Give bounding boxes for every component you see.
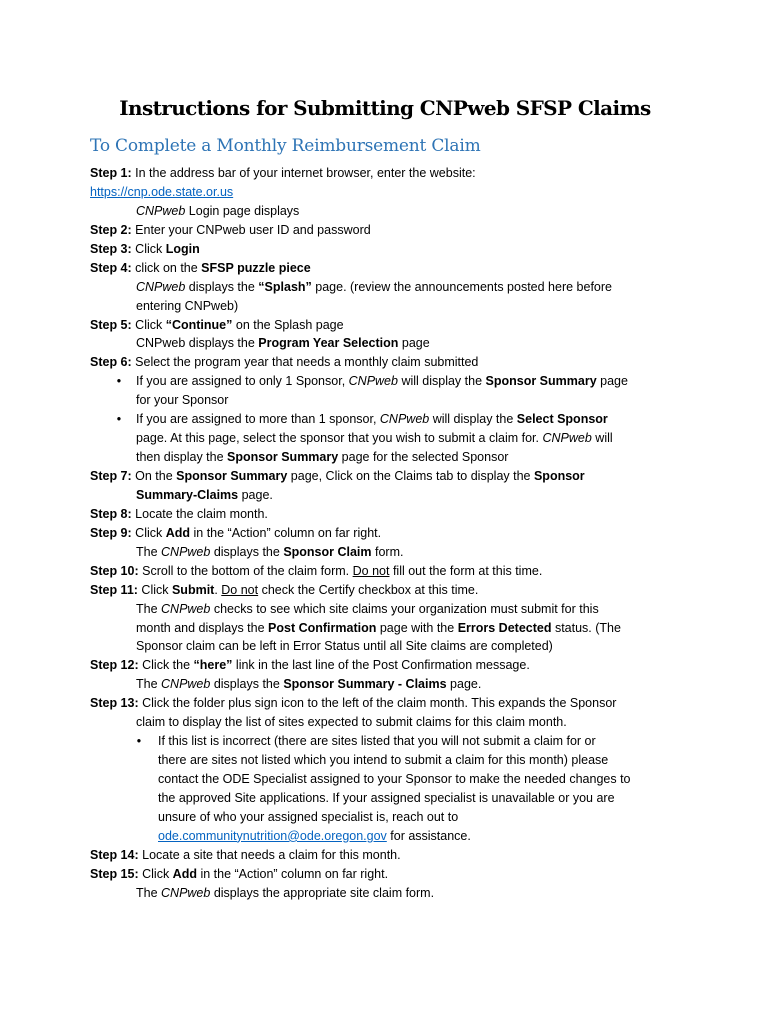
bullet-text: for your Sponsor: [136, 393, 229, 408]
bullet-icon: •: [136, 734, 142, 749]
app-name: CNPweb: [348, 374, 398, 389]
step-12-result: [90, 675, 690, 694]
step-3: [90, 240, 690, 259]
step-14: [90, 846, 690, 865]
step-6-bullet-2-cont: [90, 429, 690, 448]
step-label: Step 6:: [90, 355, 132, 370]
step-11-result-cont: [90, 619, 690, 638]
result-text: Login page displays: [185, 203, 300, 218]
email-link[interactable]: ode.communitynutrition@ode.oregon.gov: [158, 828, 387, 843]
post-confirmation-term: Post Confirmation: [268, 620, 377, 635]
step-11-result: [90, 600, 690, 619]
result-text: Sponsor claim can be left in Error Status until all Site claims are completed): [136, 639, 553, 654]
bullet-text: there are sites not listed which you intend to submit a claim for this month) please: [158, 753, 609, 768]
bullet-text: If this list is incorrect (there are sites listed that you will not submit a claim for or: [158, 734, 596, 749]
step-text: Click the folder plus sign icon to the left of the claim month. This expands the Sponsor: [138, 696, 617, 711]
sponsor-claim-term: Sponsor Claim: [283, 544, 372, 559]
step-text: Click the: [138, 658, 194, 673]
app-name: CNPweb: [136, 279, 186, 294]
section-heading: To Complete a Monthly Reimbursement Claim: [90, 136, 481, 156]
result-text: The: [136, 601, 162, 616]
step-label: Step 13:: [90, 696, 139, 711]
add-term: Add: [172, 866, 197, 881]
step-text: Locate a site that needs a claim for this month.: [138, 847, 401, 862]
step-13-bullet-cont-4: [90, 808, 690, 827]
result-text: page with the: [376, 620, 458, 635]
step-label: Step 15:: [90, 866, 139, 881]
step-text: .: [214, 582, 222, 597]
step-text: link in the last line of the Post Confirmation message.: [232, 658, 530, 673]
bullet-icon: •: [116, 374, 122, 389]
step-text: claim to display the list of sites expected to submit claims for this claim month.: [136, 715, 567, 730]
step-5-result: [90, 334, 690, 353]
step-text: Click: [131, 241, 166, 256]
website-link[interactable]: https://cnp.ode.state.or.us: [90, 184, 234, 199]
step-label: Step 1:: [90, 166, 132, 180]
program-year-term: Program Year Selection: [258, 336, 399, 351]
result-text: page. (review the announcements posted here before: [311, 279, 612, 294]
step-text: in the “Action” column on far right.: [196, 866, 389, 881]
bullet-text: page. At this page, select the sponsor that you wish to submit a claim for.: [136, 431, 543, 446]
bullet-text: the approved Site applications. If your assigned specialist is unavailable or you are: [158, 790, 615, 805]
step-text: click on the: [131, 260, 202, 275]
step-15: [90, 865, 690, 884]
select-sponsor-term: Select Sponsor: [516, 412, 608, 427]
sponsor-summary-term: Sponsor Summary: [227, 450, 339, 465]
step-2: [90, 221, 690, 240]
bullet-text: for assistance.: [386, 828, 471, 843]
step-text: fill out the form at this time.: [389, 563, 543, 578]
bullet-text: will display the: [397, 374, 486, 389]
result-text: entering CNPweb): [136, 298, 239, 313]
submit-term: Submit: [171, 582, 215, 597]
bullet-text: contact the ODE Specialist assigned to your Sponsor to make the needed changes to: [158, 772, 631, 786]
step-label: Step 11:: [90, 582, 138, 597]
bullet-icon: •: [116, 412, 122, 427]
app-name: CNPweb: [161, 544, 211, 559]
step-label: Step 14:: [90, 847, 139, 862]
add-term: Add: [165, 525, 191, 540]
app-name: CNPweb: [136, 203, 186, 218]
step-label: Step 7:: [90, 469, 132, 483]
bullet-text: If you are assigned to more than 1 sponsor,: [136, 412, 380, 427]
result-text: page: [398, 336, 430, 351]
step-13-bullet-cont-2: [90, 770, 690, 789]
app-name: CNPweb: [161, 601, 211, 616]
result-text: form.: [371, 544, 404, 559]
app-name: CNPweb: [379, 412, 430, 427]
step-11-result-cont-2: [90, 637, 690, 656]
bullet-text: then display the: [136, 450, 228, 465]
step-6: [90, 353, 690, 372]
puzzle-term: SFSP puzzle piece: [201, 260, 311, 275]
step-4: [90, 259, 690, 278]
do-not-emphasis: Do not: [352, 563, 390, 578]
step-1-link-line: [90, 183, 690, 202]
here-term: “here”: [193, 658, 233, 673]
sponsor-summary-term: Sponsor Summary: [176, 469, 288, 483]
errors-detected-term: Errors Detected: [457, 620, 552, 635]
step-1: [90, 164, 690, 183]
step-7: [90, 467, 690, 486]
step-text: in the “Action” column on far right.: [190, 525, 382, 540]
splash-term: “Splash”: [258, 279, 312, 294]
step-10: [90, 562, 690, 581]
step-text: Click: [138, 866, 173, 881]
result-text: month and displays the: [136, 620, 269, 635]
result-text: status. (The: [551, 620, 621, 635]
step-text: Click: [131, 317, 166, 332]
step-label: Step 3:: [90, 241, 132, 256]
instructions-body: [90, 164, 690, 903]
result-text: displays the: [185, 279, 259, 294]
result-text: page.: [446, 677, 482, 692]
app-name: CNPweb: [542, 431, 592, 446]
step-label: Step 5:: [90, 317, 132, 332]
app-name: CNPweb: [161, 677, 211, 692]
step-12: [90, 656, 690, 675]
step-text: on the Splash page: [232, 317, 344, 332]
step-6-bullet-2: [90, 410, 690, 429]
step-4-result: [90, 278, 690, 297]
step-label: Step 10:: [90, 563, 139, 578]
step-text: On the: [131, 469, 177, 483]
step-text: Enter your CNPweb user ID and password: [131, 222, 371, 237]
page-title: Instructions for Submitting CNPweb SFSP Claims: [119, 96, 651, 120]
result-text: The: [136, 677, 162, 692]
step-label: Step 2:: [90, 222, 132, 237]
summary-claims-term: Summary-Claims: [136, 487, 239, 502]
step-text: In the address bar of your internet browser, enter the website:: [131, 166, 476, 180]
step-13-bullet-cont-5: [90, 827, 690, 846]
bullet-text: If you are assigned to only 1 Sponsor,: [136, 374, 349, 389]
result-text: displays the: [210, 677, 284, 692]
step-text: Scroll to the bottom of the claim form.: [138, 563, 353, 578]
step-8: [90, 505, 690, 524]
step-9: [90, 524, 690, 543]
login-term: Login: [165, 241, 200, 256]
step-label: Step 4:: [90, 260, 132, 275]
step-4-result-cont: [90, 297, 690, 316]
sponsor-summary-claims-term: Sponsor Summary - Claims: [283, 677, 447, 692]
step-text: Select the program year that needs a monthly claim submitted: [131, 355, 479, 370]
step-text: Click: [137, 582, 172, 597]
bullet-text: will: [591, 431, 613, 446]
step-6-bullet-1-cont: [90, 391, 690, 410]
bullet-text: page: [596, 374, 628, 389]
result-text: displays the appropriate site claim form.: [210, 885, 435, 900]
bullet-text: will display the: [429, 412, 517, 427]
result-text: checks to see which site claims your organization must submit for this: [210, 601, 599, 616]
step-text: page, Click on the Claims tab to display the: [287, 469, 534, 483]
continue-term: “Continue”: [165, 317, 233, 332]
step-9-result: [90, 543, 690, 562]
bullet-text: unsure of who your assigned specialist is, reach out to: [158, 809, 459, 824]
step-label: Step 8:: [90, 506, 132, 521]
step-13-bullet-cont-3: [90, 789, 690, 808]
result-text: CNPweb displays the: [136, 336, 259, 351]
app-name: CNPweb: [161, 885, 211, 900]
step-15-result: [90, 884, 690, 903]
sponsor-term: Sponsor: [533, 469, 585, 483]
result-text: The: [136, 544, 162, 559]
step-13: [90, 694, 690, 713]
do-not-emphasis: Do not: [221, 582, 259, 597]
step-1-result: [90, 202, 690, 221]
bullet-text: page for the selected Sponsor: [338, 450, 509, 465]
result-text: displays the: [210, 544, 284, 559]
step-text: page.: [238, 487, 273, 502]
step-text: Click: [131, 525, 166, 540]
step-6-bullet-1: [90, 372, 690, 391]
step-text: Locate the claim month.: [131, 506, 268, 521]
step-5: [90, 316, 690, 335]
step-11: [90, 581, 690, 600]
step-text: check the Certify checkbox at this time.: [258, 582, 479, 597]
sponsor-summary-term: Sponsor Summary: [485, 374, 597, 389]
result-text: The: [136, 885, 162, 900]
step-label: Step 9:: [90, 525, 132, 540]
step-label: Step 12:: [90, 658, 139, 673]
step-13-bullet: [90, 732, 690, 751]
step-13-cont: [90, 713, 690, 732]
step-13-bullet-cont-1: [90, 751, 690, 770]
step-7-cont: [90, 486, 690, 505]
step-6-bullet-2-cont-2: [90, 448, 690, 467]
